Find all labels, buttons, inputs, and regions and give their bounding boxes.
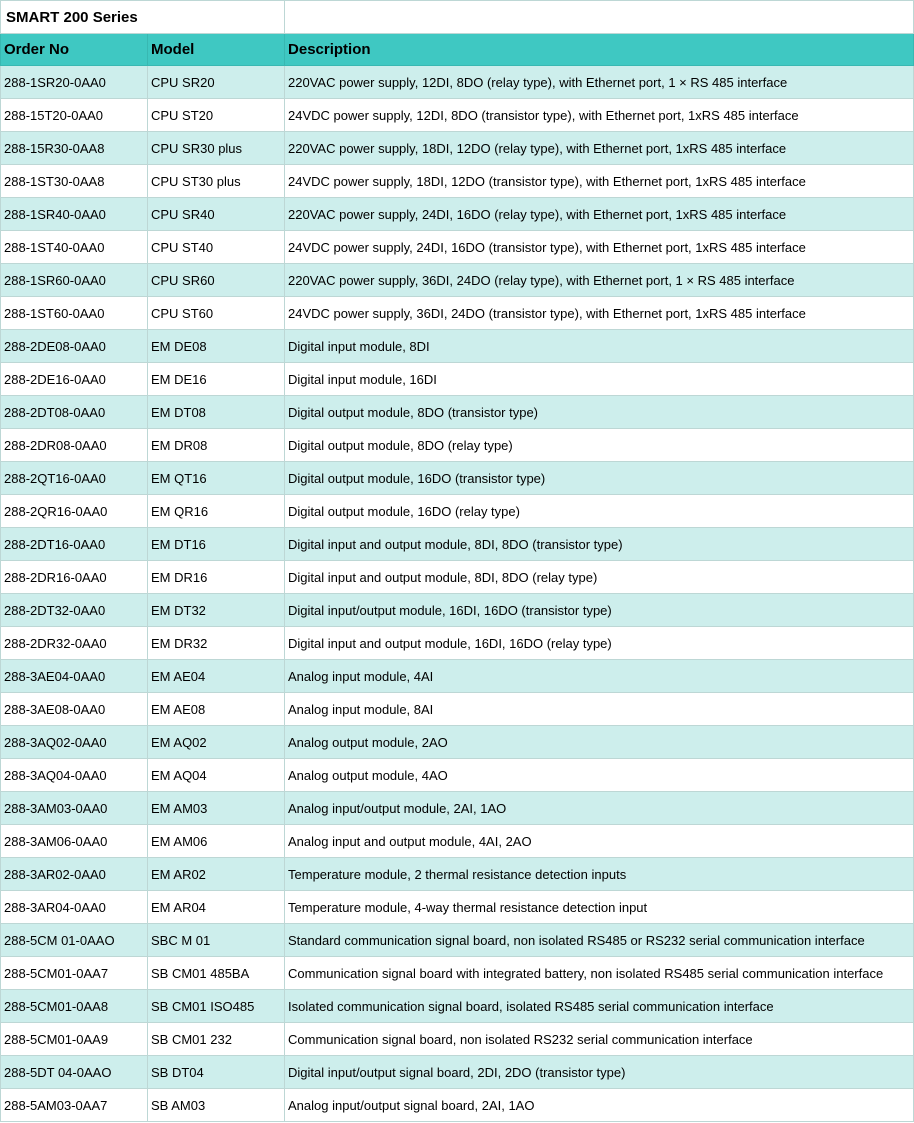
model-cell: EM AE08 <box>148 693 285 726</box>
model-cell: EM AR04 <box>148 891 285 924</box>
description-cell: Digital output module, 8DO (transistor type) <box>285 396 914 429</box>
order-no-cell: 288-1ST30-0AA8 <box>1 165 148 198</box>
model-cell: EM DT32 <box>148 594 285 627</box>
order-no-cell: 288-3AM06-0AA0 <box>1 825 148 858</box>
model-cell: EM AE04 <box>148 660 285 693</box>
model-cell: EM QT16 <box>148 462 285 495</box>
table-row <box>1 1023 914 1056</box>
model-cell: CPU SR60 <box>148 264 285 297</box>
table-row <box>1 264 914 297</box>
description-cell: Digital input module, 16DI <box>285 363 914 396</box>
title-empty-cell <box>285 1 914 34</box>
description-cell: Analog output module, 2AO <box>285 726 914 759</box>
order-no-cell: 288-2QR16-0AA0 <box>1 495 148 528</box>
table-row <box>1 297 914 330</box>
table-row <box>1 528 914 561</box>
table-row <box>1 660 914 693</box>
table-row <box>1 66 914 99</box>
description-cell: 24VDC power supply, 36DI, 24DO (transistor type), with Ethernet port, 1xRS 485 interface <box>285 297 914 330</box>
order-no-cell: 288-2DR32-0AA0 <box>1 627 148 660</box>
model-cell: EM AR02 <box>148 858 285 891</box>
table-row <box>1 858 914 891</box>
table-row <box>1 924 914 957</box>
product-table-body <box>1 1 914 1122</box>
order-no-cell: 288-1ST60-0AA0 <box>1 297 148 330</box>
model-cell: SB AM03 <box>148 1089 285 1122</box>
description-cell: Digital output module, 16DO (transistor type) <box>285 462 914 495</box>
description-cell: Digital input module, 8DI <box>285 330 914 363</box>
table-row <box>1 693 914 726</box>
table-row <box>1 1089 914 1122</box>
table-row <box>1 132 914 165</box>
description-cell: Digital output module, 16DO (relay type) <box>285 495 914 528</box>
order-no-cell: 288-5CM 01-0AAO <box>1 924 148 957</box>
description-cell: Analog input module, 4AI <box>285 660 914 693</box>
order-no-cell: 288-3AQ04-0AA0 <box>1 759 148 792</box>
description-cell: 220VAC power supply, 24DI, 16DO (relay type), with Ethernet port, 1xRS 485 interface <box>285 198 914 231</box>
table-row <box>1 99 914 132</box>
order-no-cell: 288-5CM01-0AA9 <box>1 1023 148 1056</box>
description-cell: Digital input and output module, 8DI, 8DO (transistor type) <box>285 528 914 561</box>
table-row <box>1 396 914 429</box>
model-cell: EM DT08 <box>148 396 285 429</box>
header-description: Description <box>285 34 914 66</box>
order-no-cell: 288-3AE04-0AA0 <box>1 660 148 693</box>
order-no-cell: 288-5DT 04-0AAO <box>1 1056 148 1089</box>
table-row <box>1 429 914 462</box>
model-cell: CPU ST30 plus <box>148 165 285 198</box>
description-cell: Temperature module, 4-way thermal resistance detection input <box>285 891 914 924</box>
order-no-cell: 288-3AE08-0AA0 <box>1 693 148 726</box>
order-no-cell: 288-1SR60-0AA0 <box>1 264 148 297</box>
model-cell: CPU SR40 <box>148 198 285 231</box>
table-row <box>1 726 914 759</box>
model-cell: EM AQ02 <box>148 726 285 759</box>
order-no-cell: 288-5CM01-0AA8 <box>1 990 148 1023</box>
model-cell: EM DE16 <box>148 363 285 396</box>
model-cell: SB CM01 232 <box>148 1023 285 1056</box>
order-no-cell: 288-3AR04-0AA0 <box>1 891 148 924</box>
sheet-title: SMART 200 Series <box>1 1 285 34</box>
description-cell: 24VDC power supply, 18DI, 12DO (transistor type), with Ethernet port, 1xRS 485 interface <box>285 165 914 198</box>
model-cell: SB CM01 ISO485 <box>148 990 285 1023</box>
header-order-no: Order No <box>1 34 148 66</box>
description-cell: Isolated communication signal board, isolated RS485 serial communication interface <box>285 990 914 1023</box>
model-cell: CPU ST40 <box>148 231 285 264</box>
description-cell: 24VDC power supply, 24DI, 16DO (transistor type), with Ethernet port, 1xRS 485 interface <box>285 231 914 264</box>
title-row <box>1 1 914 34</box>
model-cell: EM DT16 <box>148 528 285 561</box>
description-cell: 220VAC power supply, 36DI, 24DO (relay type), with Ethernet port, 1 × RS 485 interface <box>285 264 914 297</box>
table-row <box>1 198 914 231</box>
order-no-cell: 288-1SR20-0AA0 <box>1 66 148 99</box>
description-cell: Communication signal board, non isolated RS232 serial communication interface <box>285 1023 914 1056</box>
header-row <box>1 34 914 66</box>
description-cell: 24VDC power supply, 12DI, 8DO (transistor type), with Ethernet port, 1xRS 485 interface <box>285 99 914 132</box>
description-cell: 220VAC power supply, 12DI, 8DO (relay type), with Ethernet port, 1 × RS 485 interface <box>285 66 914 99</box>
model-cell: EM DR08 <box>148 429 285 462</box>
order-no-cell: 288-2DT08-0AA0 <box>1 396 148 429</box>
order-no-cell: 288-2QT16-0AA0 <box>1 462 148 495</box>
table-row <box>1 363 914 396</box>
model-cell: CPU SR20 <box>148 66 285 99</box>
table-row <box>1 627 914 660</box>
description-cell: Communication signal board with integrated battery, non isolated RS485 serial communication interface <box>285 957 914 990</box>
model-cell: EM DR16 <box>148 561 285 594</box>
order-no-cell: 288-2DE16-0AA0 <box>1 363 148 396</box>
description-cell: Analog input/output signal board, 2AI, 1AO <box>285 1089 914 1122</box>
order-no-cell: 288-3AM03-0AA0 <box>1 792 148 825</box>
description-cell: Analog output module, 4AO <box>285 759 914 792</box>
order-no-cell: 288-2DR08-0AA0 <box>1 429 148 462</box>
model-cell: CPU ST60 <box>148 297 285 330</box>
table-row <box>1 891 914 924</box>
order-no-cell: 288-15R30-0AA8 <box>1 132 148 165</box>
table-row <box>1 957 914 990</box>
order-no-cell: 288-1ST40-0AA0 <box>1 231 148 264</box>
order-no-cell: 288-3AR02-0AA0 <box>1 858 148 891</box>
model-cell: EM DE08 <box>148 330 285 363</box>
order-no-cell: 288-2DE08-0AA0 <box>1 330 148 363</box>
description-cell: Analog input module, 8AI <box>285 693 914 726</box>
table-row <box>1 231 914 264</box>
order-no-cell: 288-5AM03-0AA7 <box>1 1089 148 1122</box>
order-no-cell: 288-2DT32-0AA0 <box>1 594 148 627</box>
model-cell: EM AQ04 <box>148 759 285 792</box>
description-cell: Standard communication signal board, non isolated RS485 or RS232 serial communication interface <box>285 924 914 957</box>
table-row <box>1 462 914 495</box>
description-cell: Digital input and output module, 16DI, 16DO (relay type) <box>285 627 914 660</box>
description-cell: Analog input and output module, 4AI, 2AO <box>285 825 914 858</box>
table-row <box>1 330 914 363</box>
description-cell: 220VAC power supply, 18DI, 12DO (relay type), with Ethernet port, 1xRS 485 interface <box>285 132 914 165</box>
table-row <box>1 990 914 1023</box>
model-cell: CPU ST20 <box>148 99 285 132</box>
model-cell: SBC M 01 <box>148 924 285 957</box>
description-cell: Digital input and output module, 8DI, 8DO (relay type) <box>285 561 914 594</box>
order-no-cell: 288-5CM01-0AA7 <box>1 957 148 990</box>
order-no-cell: 288-2DR16-0AA0 <box>1 561 148 594</box>
description-cell: Analog input/output module, 2AI, 1AO <box>285 792 914 825</box>
table-row <box>1 561 914 594</box>
table-row <box>1 1056 914 1089</box>
table-row <box>1 825 914 858</box>
model-cell: EM QR16 <box>148 495 285 528</box>
table-row <box>1 495 914 528</box>
order-no-cell: 288-2DT16-0AA0 <box>1 528 148 561</box>
header-model: Model <box>148 34 285 66</box>
model-cell: CPU SR30 plus <box>148 132 285 165</box>
order-no-cell: 288-1SR40-0AA0 <box>1 198 148 231</box>
description-cell: Temperature module, 2 thermal resistance detection inputs <box>285 858 914 891</box>
table-row <box>1 594 914 627</box>
description-cell: Digital input/output module, 16DI, 16DO (transistor type) <box>285 594 914 627</box>
table-row <box>1 792 914 825</box>
description-cell: Digital output module, 8DO (relay type) <box>285 429 914 462</box>
order-no-cell: 288-3AQ02-0AA0 <box>1 726 148 759</box>
table-row <box>1 165 914 198</box>
model-cell: EM AM06 <box>148 825 285 858</box>
model-cell: SB CM01 485BA <box>148 957 285 990</box>
model-cell: EM AM03 <box>148 792 285 825</box>
table-row <box>1 759 914 792</box>
order-no-cell: 288-15T20-0AA0 <box>1 99 148 132</box>
model-cell: SB DT04 <box>148 1056 285 1089</box>
model-cell: EM DR32 <box>148 627 285 660</box>
description-cell: Digital input/output signal board, 2DI, 2DO (transistor type) <box>285 1056 914 1089</box>
